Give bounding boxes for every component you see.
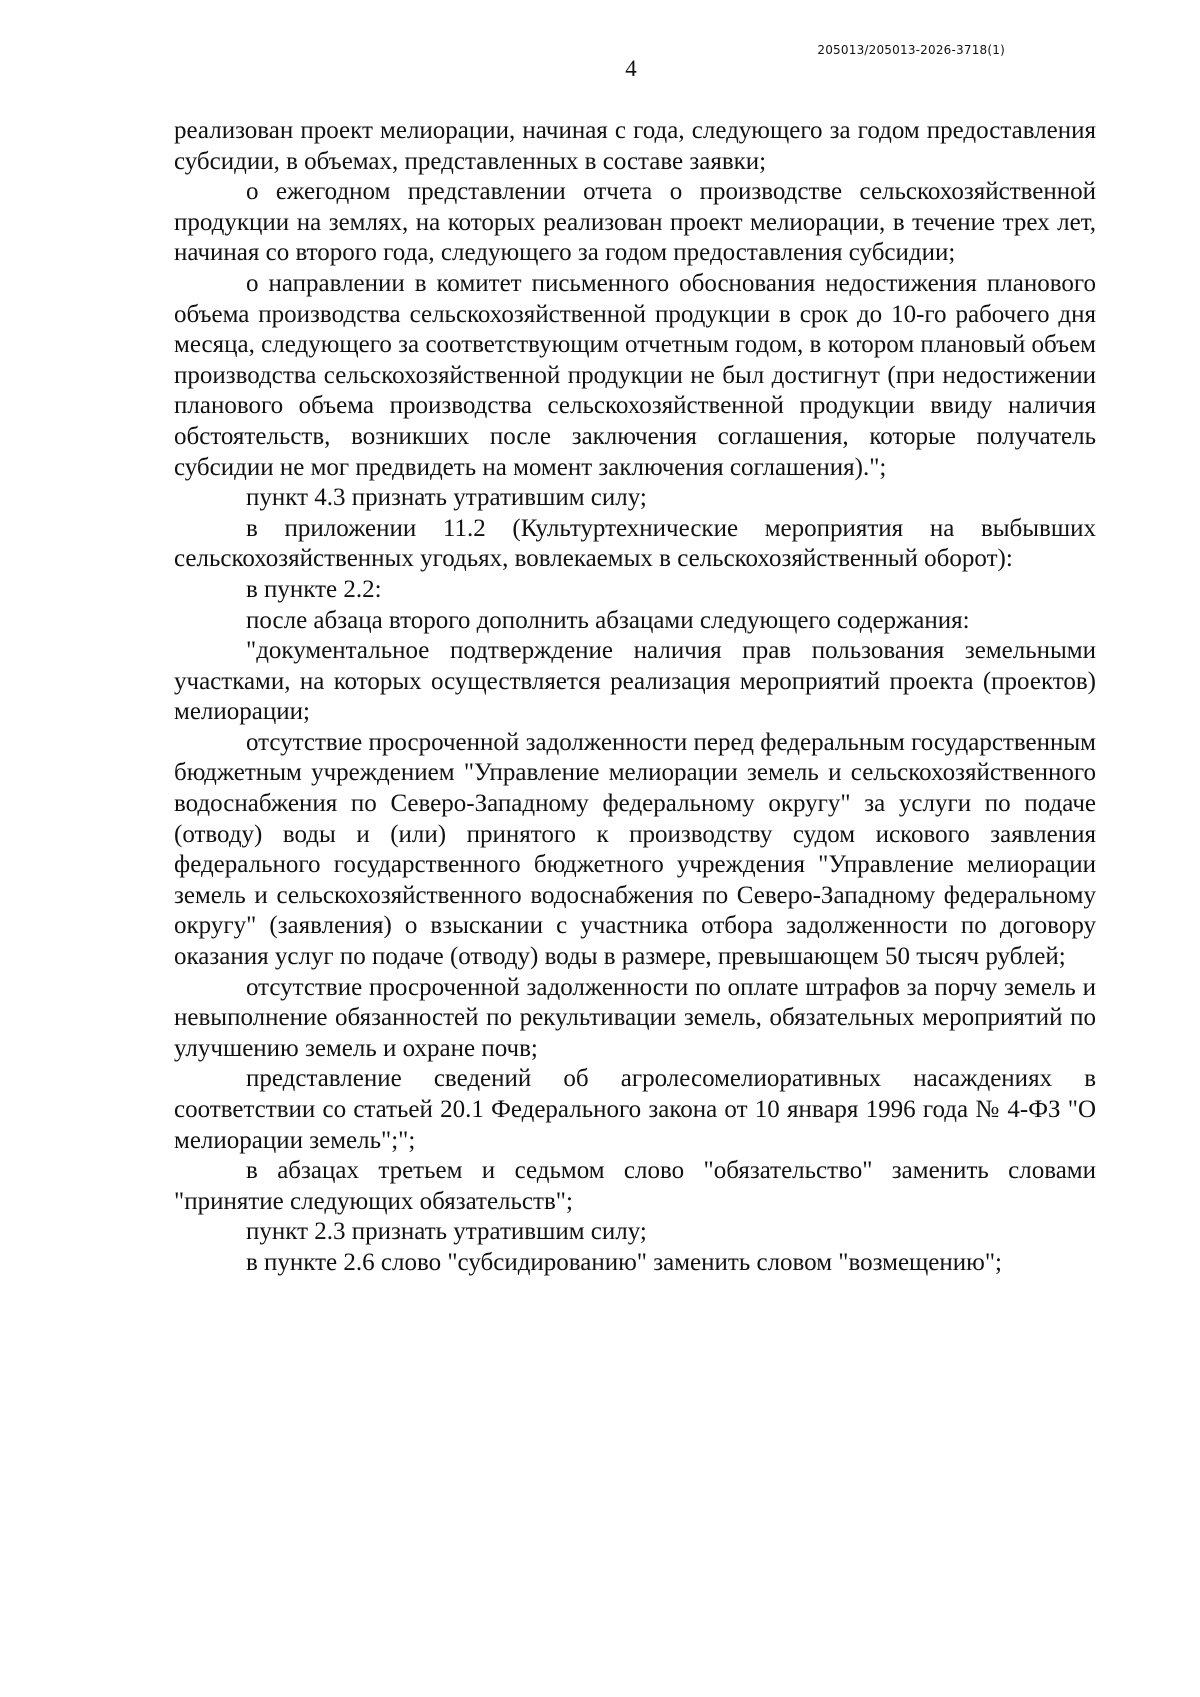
paragraph: пункт 4.3 признать утратившим силу; bbox=[246, 484, 647, 512]
paragraph: о ежегодном представлении отчета о производстве сельскохозяйственной продукции на землях, на которых реализован проект мелиорации, в течение трех лет, начиная со второго года, следующего за годом предоставления субсидии; bbox=[174, 178, 1096, 267]
page-number: 4 bbox=[625, 56, 637, 81]
paragraph: в пункте 2.6 слово "субсидированию" заменить словом "возмещению"; bbox=[246, 1248, 1002, 1276]
paragraph: о направлении в комитет письменного обоснования недостижения планового объема производства сельскохозяйственной продукции в срок до 10-го рабочего дня месяца, следующего за соответствующим отчетным годом, в котором плановый объем производства сельскохозяйственной продукции не был достигнут (при недостижении планового объема производства сельскохозяйственной продукции ввиду наличия обстоятельств, возникших после заключения соглашения, которые получатель субсидии не мог предвидеть на момент заключения соглашения)."; bbox=[174, 269, 1096, 481]
paragraph: реализован проект мелиорации, начиная с года, следующего за годом предоставления субсидии, в объемах, представленных в составе заявки; bbox=[174, 117, 1096, 175]
paragraph: после абзаца второго дополнить абзацами следующего содержания: bbox=[246, 606, 970, 634]
paragraph: в абзацах третьем и седьмом слово "обязательство" заменить словами "принятие следующих обязательств"; bbox=[174, 1157, 1096, 1215]
document-body bbox=[174, 116, 1096, 1279]
paragraph: отсутствие просроченной задолженности перед федеральным государственным бюджетным учреждением "Управление мелиорации земель и сельскохозяйственного водоснабжения по Северо-Западному федеральному округу" за услуги по подаче (отводу) воды и (или) принятого к производству судом искового заявления федерального государственного бюджетного учреждения "Управление мелиорации земель и сельскохозяйственного водоснабжения по Северо-Западному федеральному округу" (заявления) о взыскании с участника отбора задолженности по договору оказания услуг по подаче (отводу) воды в размере, превышающем 50 тысяч рублей; bbox=[174, 728, 1096, 971]
paragraph: представление сведений об агролесомелиоративных насаждениях в соответствии со статьей 20.1 Федерального закона от 10 января 1996 года № 4-ФЗ "О мелиорации земель";"; bbox=[174, 1065, 1096, 1154]
paragraph: отсутствие просроченной задолженности по оплате штрафов за порчу земель и невыполнение обязанностей по рекультивации земель, обязательных мероприятий по улучшению земель и охране почв; bbox=[174, 973, 1096, 1062]
paragraph: в приложении 11.2 (Культуртехнические мероприятия на выбывших сельскохозяйственных угодьях, вовлекаемых в сельскохозяйственный оборот): bbox=[174, 514, 1096, 573]
paragraph: пункт 2.3 признать утратившим силу; bbox=[246, 1218, 647, 1246]
paragraph: в пункте 2.2: bbox=[246, 575, 382, 603]
document-id: 205013/205013-2026-3718(1) bbox=[817, 43, 1005, 57]
paragraph: "документальное подтверждение наличия прав пользования земельными участками, на которых осуществляется реализация мероприятий проекта (проектов) мелиорации; bbox=[174, 637, 1096, 726]
